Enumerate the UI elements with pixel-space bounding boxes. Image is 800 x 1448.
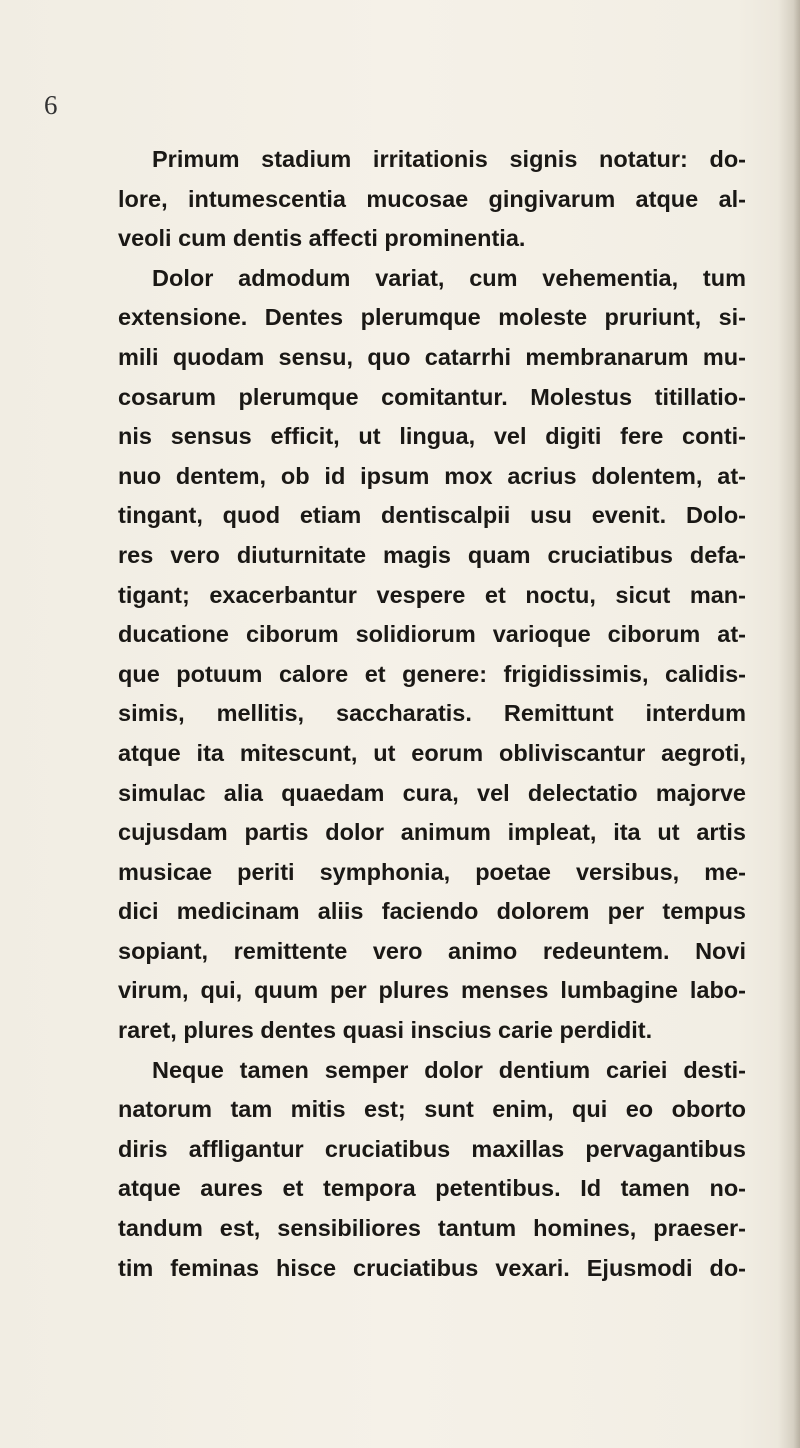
text-line: cujusdam partis dolor animum impleat, ita ut artis	[118, 819, 746, 846]
text-line: nuo dentem, ob id ipsum mox acrius dolentem, at-	[118, 462, 746, 489]
text-line: tigant; exacerbantur vespere et noctu, sicut man-	[118, 581, 746, 608]
body-text	[118, 140, 746, 1288]
text-line: que potuum calore et genere: frigidissimis, calidis-	[118, 660, 746, 687]
text-line: diris affligantur cruciatibus maxillas pervagantibus	[118, 1135, 746, 1162]
text-line: Neque tamen semper dolor dentium cariei desti-	[152, 1056, 746, 1083]
text-line: tingant, quod etiam dentiscalpii usu evenit. Dolo-	[118, 502, 746, 529]
text-line: simulac alia quaedam cura, vel delectatio majorve	[118, 779, 746, 806]
page-edge-shadow	[778, 0, 800, 1448]
text-line: Dolor admodum variat, cum vehementia, tum	[152, 264, 746, 291]
text-line: sopiant, remittente vero animo redeuntem. Novi	[118, 937, 746, 964]
text-line: natorum tam mitis est; sunt enim, qui eo oborto	[118, 1096, 746, 1123]
text-line: lore, intumescentia mucosae gingivarum atque al-	[118, 185, 746, 212]
text-line: atque ita mitescunt, ut eorum obliviscantur aegroti,	[118, 739, 746, 766]
text-line: tandum est, sensibiliores tantum homines, praeser-	[118, 1215, 746, 1242]
text-line: ducatione ciborum solidiorum varioque ciborum at-	[118, 621, 746, 648]
page-number: 6	[44, 90, 58, 120]
text-line: dici medicinam aliis faciendo dolorem per tempus	[118, 898, 746, 925]
text-line: Primum stadium irritationis signis notatur: do-	[152, 146, 746, 172]
text-line: mili quodam sensu, quo catarrhi membranarum mu-	[118, 343, 746, 370]
text-line: nis sensus efficit, ut lingua, vel digiti fere conti-	[118, 423, 746, 450]
text-line: simis, mellitis, saccharatis. Remittunt interdum	[118, 700, 746, 727]
text-line: veoli cum dentis affecti prominentia.	[118, 225, 526, 252]
text-line: cosarum plerumque comitantur. Molestus titillatio-	[118, 383, 746, 410]
text-line: tim feminas hisce cruciatibus vexari. Ejusmodi do-	[118, 1254, 746, 1281]
text-line: extensione. Dentes plerumque moleste pruriunt, si-	[118, 304, 746, 331]
text-line: raret, plures dentes quasi inscius carie perdidit.	[118, 1017, 653, 1044]
text-line: virum, qui, quum per plures menses lumbagine labo-	[118, 977, 746, 1004]
text-line: res vero diuturnitate magis quam cruciatibus defa-	[118, 541, 746, 568]
text-line: musicae periti symphonia, poetae versibus, me-	[118, 858, 746, 885]
text-line: atque aures et tempora petentibus. Id tamen no-	[118, 1175, 746, 1202]
